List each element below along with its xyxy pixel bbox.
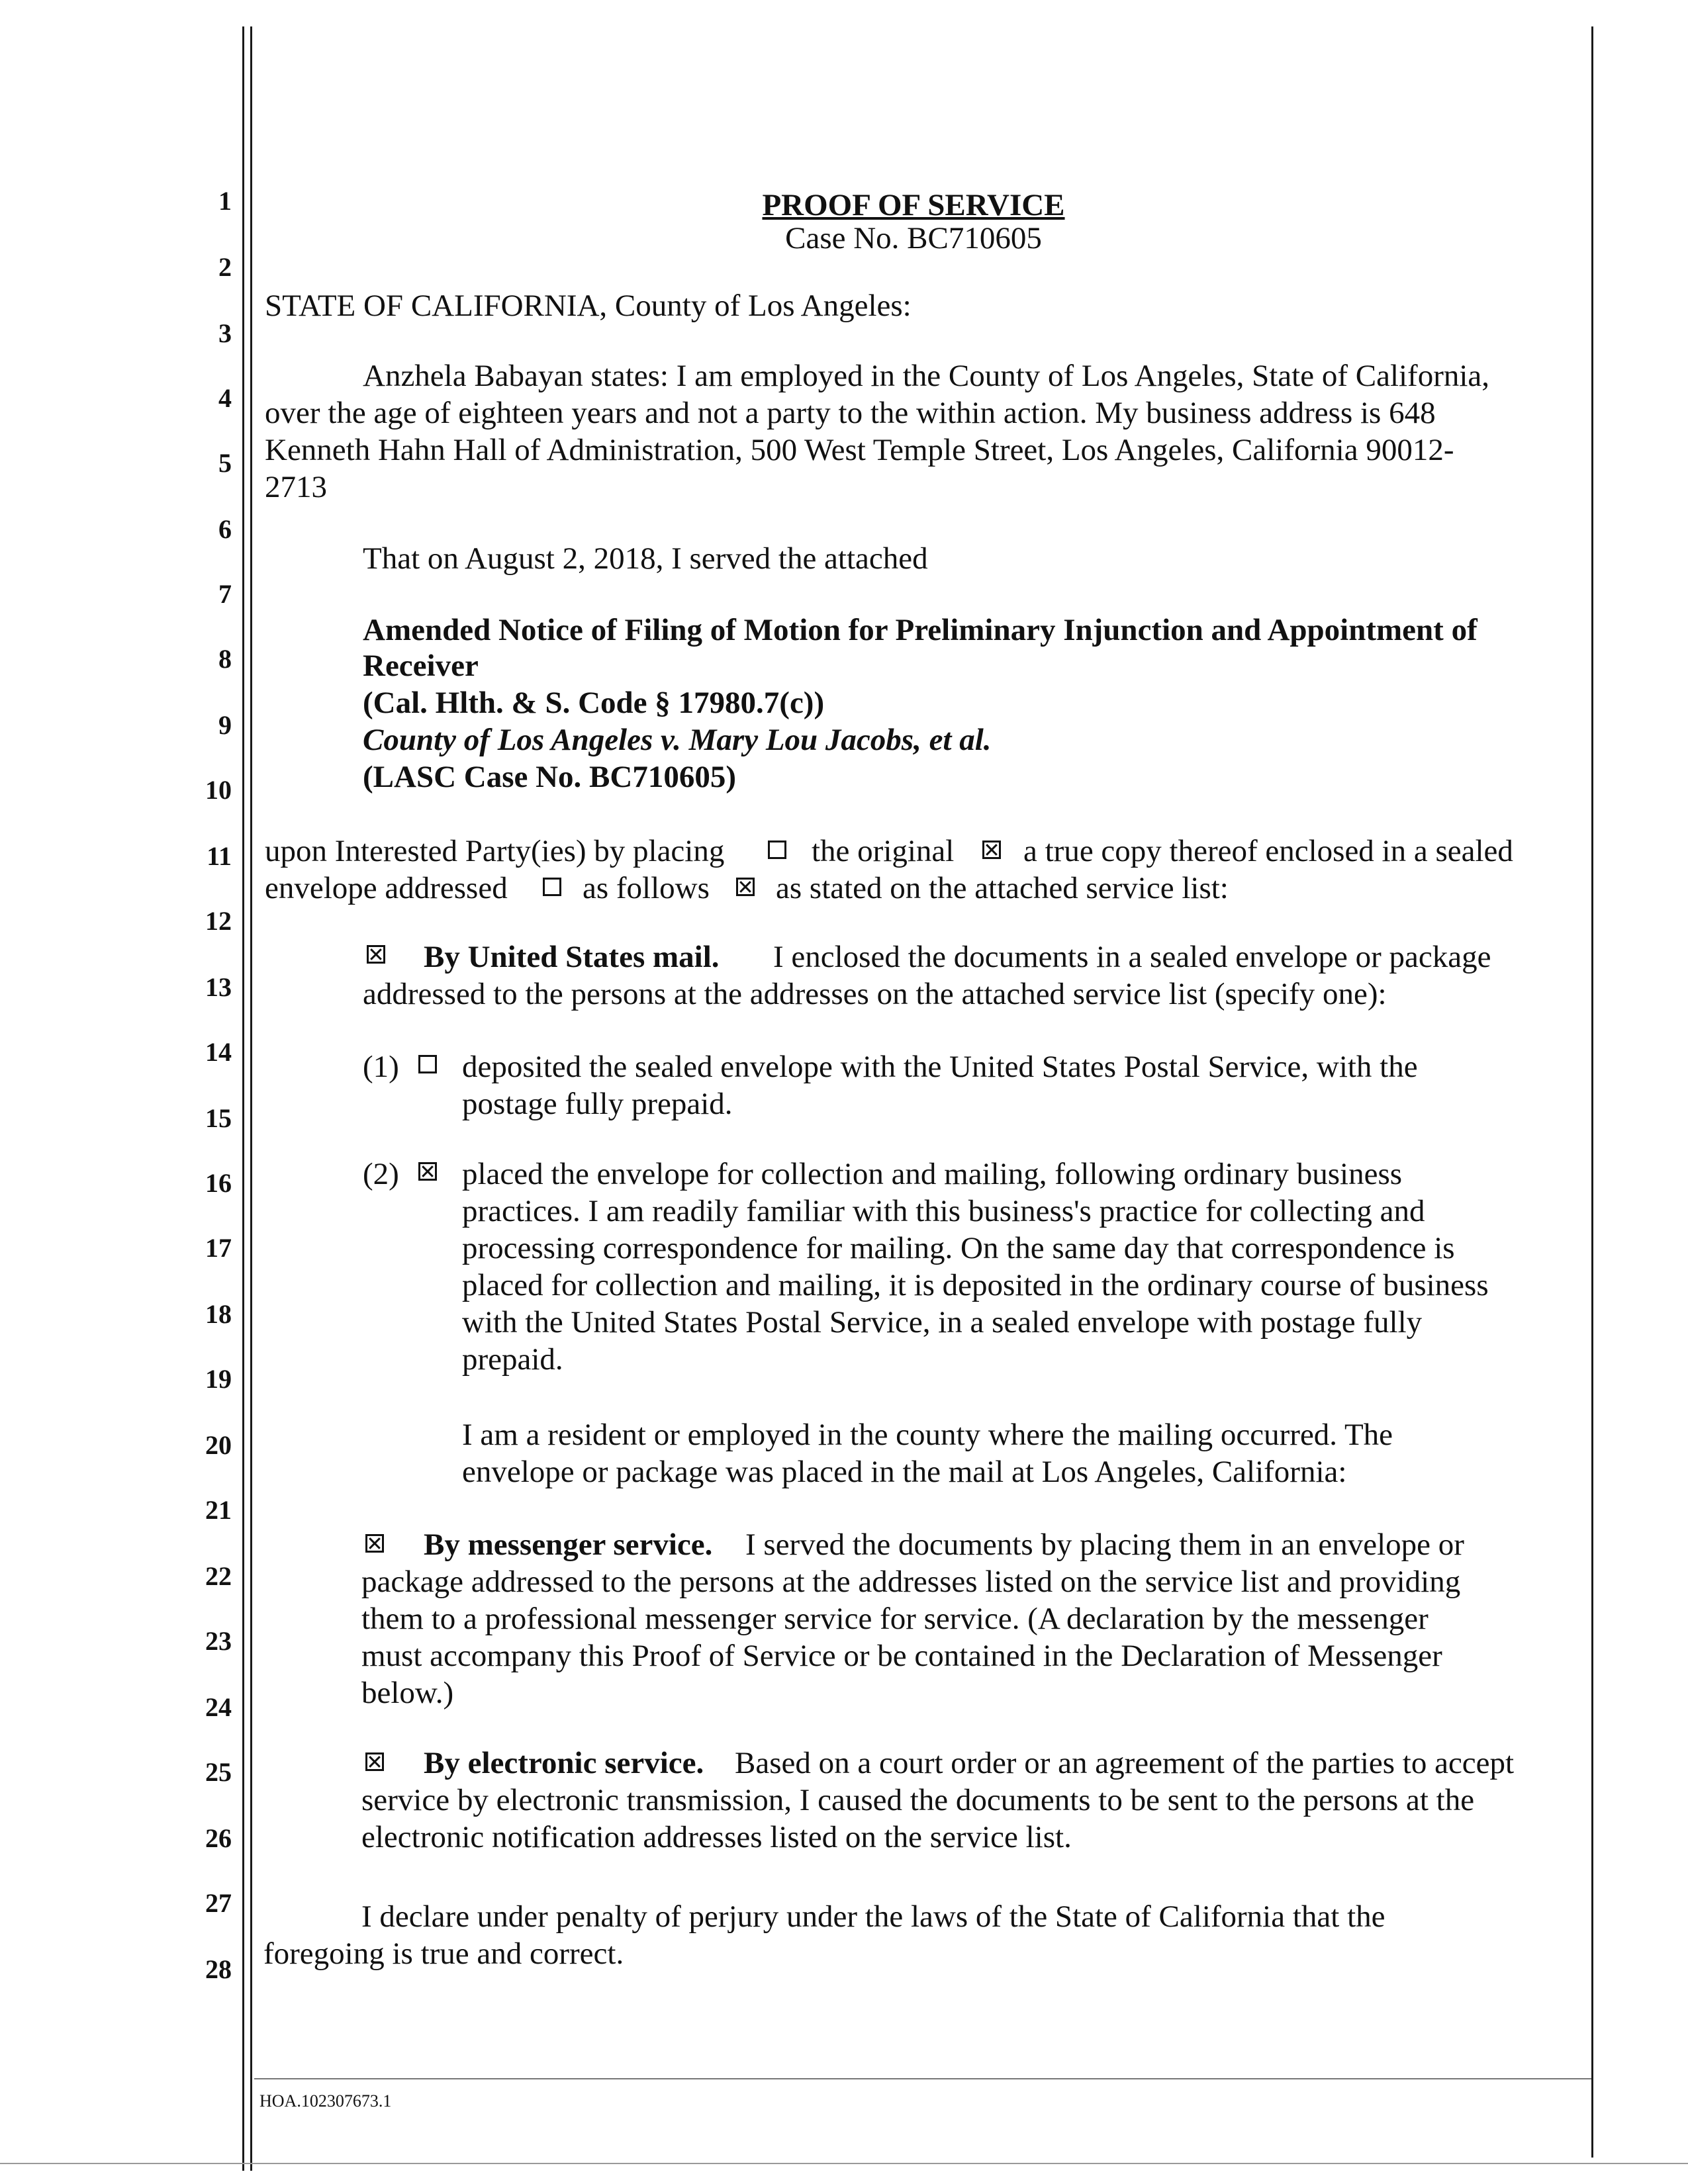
line-number: 5 (218, 448, 232, 478)
mail-option-text: prepaid. (462, 1342, 563, 1377)
mail-option-text: processing correspondence for mailing. On the same day that correspondence is (462, 1231, 1455, 1265)
document-served-code: (Cal. Hlth. & S. Code § 17980.7(c)) (363, 686, 825, 720)
messenger-text: package addressed to the persons at the addresses listed on the service list and providing (361, 1565, 1461, 1599)
electronic-heading: By electronic service. (424, 1746, 704, 1780)
messenger-text: below.) (361, 1676, 454, 1710)
declarant-text: Anzhela Babayan states: I am employed in the County of Los Angeles, State of California, (363, 359, 1490, 393)
line-number: 19 (205, 1364, 232, 1394)
mail-option-number: (2) (363, 1157, 399, 1191)
line-number: 9 (218, 710, 232, 740)
document-served-title: Receiver (363, 649, 479, 683)
messenger-heading: By messenger service. (424, 1527, 713, 1562)
served-upon-text: envelope addressed (265, 871, 508, 905)
line-number: 17 (205, 1233, 232, 1263)
line-number: 23 (205, 1626, 232, 1656)
electronic-text: Based on a court order or an agreement of the parties to accept (735, 1746, 1515, 1780)
left-margin-rule (242, 26, 244, 2171)
line-number: 15 (205, 1103, 232, 1133)
right-margin-rule (1591, 26, 1593, 2158)
mail-option-1-checkbox[interactable] (418, 1055, 437, 1073)
mail-option-text: with the United States Postal Service, in a sealed envelope with postage fully (462, 1305, 1423, 1340)
mail-text: addressed to the persons at the addresses on the attached service list (specify one): (363, 977, 1387, 1011)
electronic-checkbox[interactable] (365, 1752, 384, 1771)
line-number: 24 (205, 1692, 232, 1722)
line-number: 25 (205, 1757, 232, 1787)
served-upon-text: as stated on the attached service list: (776, 871, 1229, 905)
line-number: 20 (205, 1430, 232, 1460)
declaration-text: I declare under penalty of perjury under the laws of the State of California that the (361, 1899, 1385, 1934)
mail-option-text: postage fully prepaid. (462, 1087, 733, 1121)
line-number: 10 (205, 775, 232, 805)
served-upon-text: the original (812, 834, 955, 868)
document-served-caption: County of Los Angeles v. Mary Lou Jacobs, et al. (363, 723, 992, 757)
served-upon-text: upon Interested Party(ies) by placing (265, 834, 725, 868)
line-number: 3 (218, 318, 232, 348)
messenger-text: must accompany this Proof of Service or be contained in the Declaration of Messenger (361, 1639, 1442, 1673)
document-id: HOA.102307673.1 (259, 2091, 392, 2111)
line-number: 16 (205, 1168, 232, 1198)
venue-line: STATE OF CALIFORNIA, County of Los Angeles: (265, 289, 912, 323)
served-upon-text: as follows (583, 871, 710, 905)
line-number: 22 (205, 1561, 232, 1591)
line-number: 12 (205, 906, 232, 936)
document-served-title: Amended Notice of Filing of Motion for Preliminary Injunction and Appointment of (363, 613, 1477, 647)
line-number: 8 (218, 644, 232, 674)
line-number: 1 (218, 186, 232, 216)
mail-option-2-checkbox[interactable] (418, 1162, 437, 1181)
line-number: 13 (205, 972, 232, 1002)
served-upon-text: a true copy thereof enclosed in a sealed (1023, 834, 1513, 868)
declaration-text: foregoing is true and correct. (263, 1936, 624, 1971)
left-margin-rule-inner (250, 26, 252, 2171)
mail-option-text: placed the envelope for collection and mailing, following ordinary business (462, 1157, 1403, 1191)
declarant-text: Kenneth Hahn Hall of Administration, 500 West Temple Street, Los Angeles, California 90012- (265, 433, 1454, 467)
declarant-text: over the age of eighteen years and not a party to the within action. My business address is 648 (265, 396, 1436, 430)
line-number: 14 (205, 1037, 232, 1067)
addressed-checkbox[interactable] (543, 878, 561, 896)
service-list-checkbox[interactable] (736, 878, 755, 896)
original-checkbox[interactable] (768, 841, 786, 859)
line-number: 6 (218, 514, 232, 544)
electronic-text: electronic notification addresses listed on the service list. (361, 1820, 1072, 1854)
mail-option-text: practices. I am readily familiar with this business's practice for collecting and (462, 1194, 1425, 1228)
mail-option-text: deposited the sealed envelope with the United States Postal Service, with the (462, 1050, 1418, 1084)
mail-checkbox[interactable] (367, 945, 385, 964)
mail-resident-text: envelope or package was placed in the mail at Los Angeles, California: (462, 1455, 1347, 1489)
line-number: 2 (218, 252, 232, 282)
mail-option-number: (1) (363, 1050, 399, 1084)
line-number: 27 (205, 1888, 232, 1918)
line-number: 11 (207, 841, 232, 871)
page-bottom-edge (0, 2163, 1688, 2164)
document-title: PROOF OF SERVICE (762, 188, 1065, 222)
true-copy-checkbox[interactable] (982, 841, 1001, 859)
mail-heading: By United States mail. (424, 940, 720, 974)
declarant-text: 2713 (265, 470, 327, 504)
messenger-text: them to a professional messenger service for service. (A declaration by the messenger (361, 1602, 1429, 1636)
line-number: 26 (205, 1823, 232, 1853)
mail-text: I enclosed the documents in a sealed envelope or package (773, 940, 1491, 974)
line-number: 18 (205, 1299, 232, 1329)
line-number: 21 (205, 1495, 232, 1525)
line-number: 28 (205, 1954, 232, 1984)
messenger-text: I served the documents by placing them in an envelope or (745, 1527, 1464, 1562)
messenger-checkbox[interactable] (365, 1534, 384, 1553)
served-intro: That on August 2, 2018, I served the attached (363, 541, 928, 576)
mail-option-text: placed for collection and mailing, it is deposited in the ordinary course of business (462, 1268, 1489, 1302)
line-number: 4 (218, 383, 232, 413)
electronic-text: service by electronic transmission, I caused the documents to be sent to the persons at the (361, 1783, 1475, 1817)
line-number: 7 (218, 579, 232, 609)
document-served-case: (LASC Case No. BC710605) (363, 760, 736, 794)
mail-resident-text: I am a resident or employed in the county where the mailing occurred. The (462, 1418, 1393, 1452)
case-number: Case No. BC710605 (785, 221, 1042, 255)
footer-divider (254, 2078, 1591, 2079)
